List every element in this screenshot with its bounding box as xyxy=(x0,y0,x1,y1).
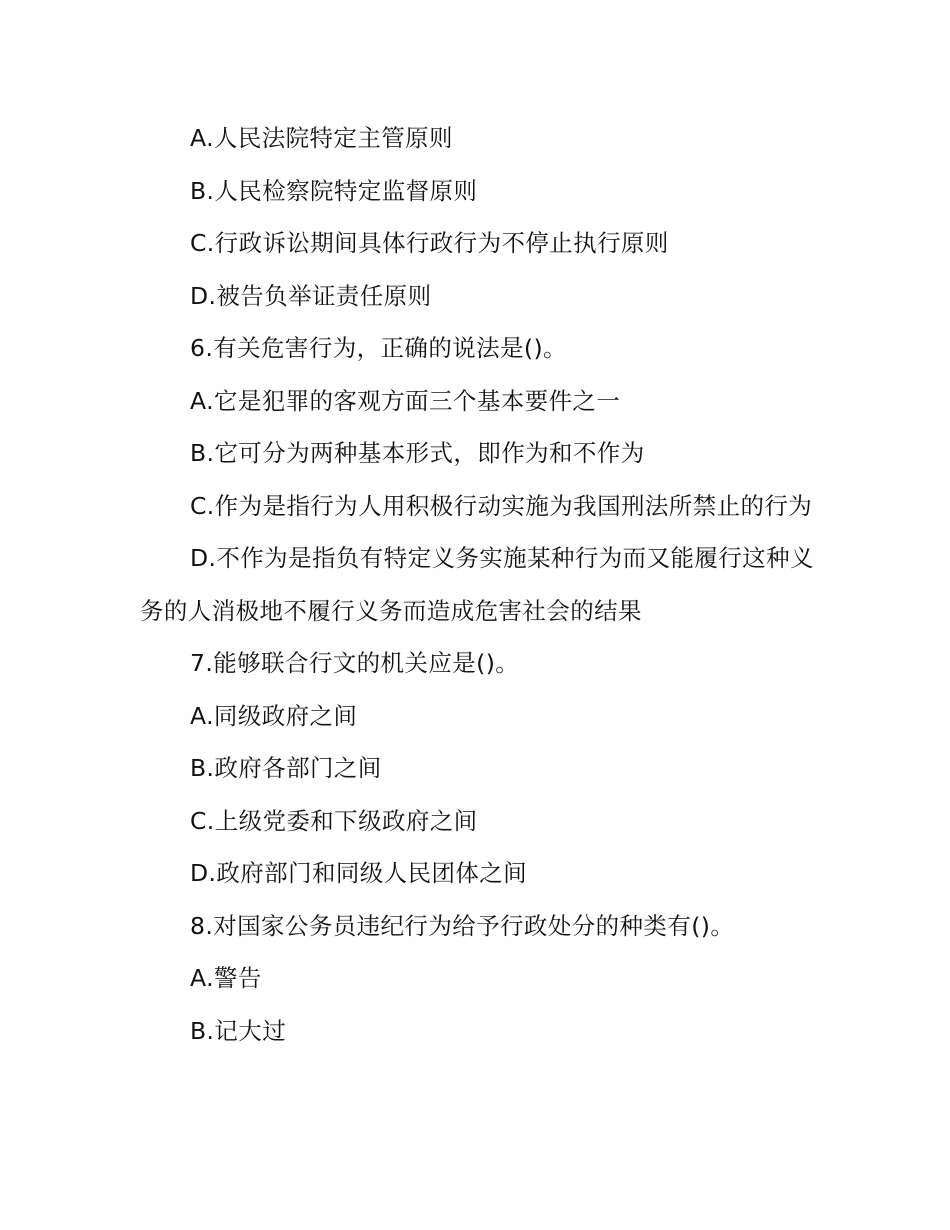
option-b-procuratorate-principle: B.人民检察院特定监督原则 xyxy=(190,176,478,205)
question-7-option-c: C.上级党委和下级政府之间 xyxy=(190,806,478,835)
question-8-option-a: A.警告 xyxy=(190,964,262,992)
question-6-option-b: B.它可分为两种基本形式，即作为和不作为 xyxy=(190,439,645,467)
option-d-burden-of-proof-principle: D.被告负举证责任原则 xyxy=(190,281,432,310)
question-7-option-d: D.政府部门和同级人民团体之间 xyxy=(190,859,528,887)
question-6: 6.有关危害行为，正确的说法是()。 xyxy=(190,334,567,362)
document-body xyxy=(140,112,820,1057)
question-8-option-b: B.记大过 xyxy=(190,1016,287,1045)
question-6-option-c: C.作为是指行为人用积极行动实施为我国刑法所禁止的行为 xyxy=(190,491,813,520)
question-6-option-a: A.它是犯罪的客观方面三个基本要件之一 xyxy=(190,386,621,415)
question-8: 8.对国家公务员违纪行为给予行政处分的种类有()。 xyxy=(190,911,735,940)
option-a-court-principle: A.人民法院特定主管原则 xyxy=(190,124,453,152)
question-7-option-a: A.同级政府之间 xyxy=(190,701,358,730)
question-7: 7.能够联合行文的机关应是()。 xyxy=(190,649,520,677)
question-6-option-d: D.不作为是指负有特定义务实施某种行为而又能履行这种义务的人消极地不履行义务而造成危害社会的结果 xyxy=(140,544,814,625)
question-7-option-b: B.政府各部门之间 xyxy=(190,754,382,782)
option-c-no-suspension-principle: C.行政诉讼期间具体行政行为不停止执行原则 xyxy=(190,229,669,257)
